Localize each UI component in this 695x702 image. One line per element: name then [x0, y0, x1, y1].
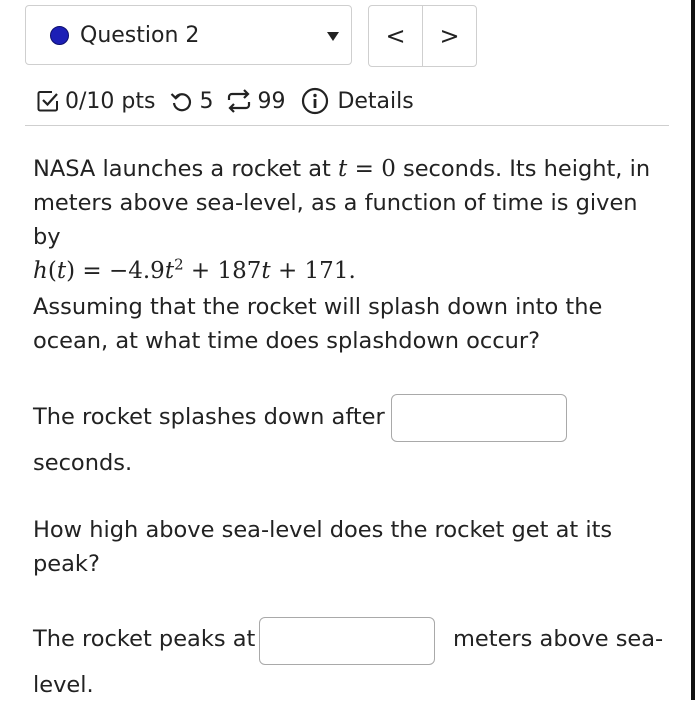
submissions-icon [225, 88, 253, 114]
eq-t-variable-2: t [164, 258, 175, 284]
details-link[interactable]: Details [337, 88, 414, 114]
h-function: h [33, 258, 48, 284]
eq-exponent: 2 [174, 255, 184, 274]
intro-prefix: NASA launches a rocket at [33, 156, 331, 182]
eq-close-paren: ) [66, 258, 76, 284]
divider [25, 125, 669, 126]
answer-1-suffix: seconds. [33, 450, 133, 476]
eq-constant: + 171. [270, 258, 356, 284]
eq-t-variable-3: t [261, 258, 271, 284]
eq-open-paren: ( [47, 258, 57, 284]
question-label: Question 2 [80, 22, 200, 48]
answer-2-suffix-cont: level. [33, 672, 94, 698]
intro-suffix: seconds. Its height, in meters above sea-level, as a function of time is given by [33, 156, 651, 250]
answer-2-suffix: meters above sea- [453, 626, 664, 652]
t-variable: t [338, 156, 348, 182]
eq-t-variable-1: t [56, 258, 67, 284]
answer-2-prefix: The rocket peaks at [33, 626, 256, 652]
previous-question-button[interactable]: < [369, 6, 423, 66]
prompt-peak-height: How high above sea-level does the rocket get at its peak? [33, 517, 613, 577]
next-question-button[interactable]: > [439, 22, 460, 50]
question-selector[interactable] [25, 5, 352, 65]
retries-count: 5 [199, 88, 214, 114]
retry-icon [169, 89, 195, 113]
t-zero-value: 0 [381, 156, 396, 182]
submissions-count: 99 [257, 88, 286, 114]
question-nav [368, 5, 477, 67]
problem-statement [33, 152, 663, 288]
eq-coef-a: −4.9 [108, 258, 165, 284]
time-condition-math [338, 156, 396, 182]
status-dot-icon [50, 26, 69, 45]
points-text: 0/10 pts [65, 88, 156, 114]
peak-height-input[interactable] [259, 617, 435, 665]
splashdown-time-input[interactable] [391, 394, 567, 442]
checkbox-icon [36, 89, 60, 113]
chevron-down-icon [327, 32, 339, 41]
equals-sign: = [347, 156, 382, 182]
window-edge [691, 0, 695, 700]
eq-equals: = [75, 258, 109, 284]
question-status-row [36, 84, 414, 118]
info-icon[interactable] [301, 87, 329, 115]
answer-1-prefix: The rocket splashes down after [33, 404, 385, 430]
eq-coef-b: + 187 [183, 258, 262, 284]
height-equation [33, 255, 356, 284]
prompt-splashdown: Assuming that the rocket will splash down into the ocean, at what time does splashdown occur? [33, 294, 603, 354]
